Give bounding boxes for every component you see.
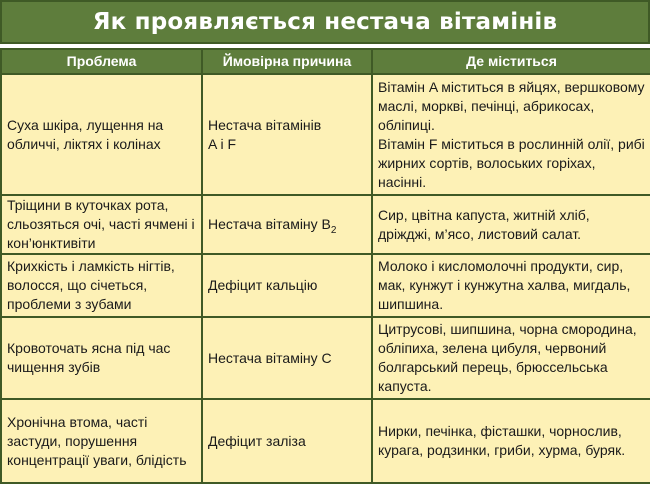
table-row xyxy=(1,195,650,254)
header-row xyxy=(1,49,650,74)
cause-cell: Дефіцит кальцію xyxy=(202,254,372,317)
cause-text: Нестача вітаміну B xyxy=(208,216,331,232)
table-row xyxy=(1,254,650,317)
source-cell: Нирки, печінка, фісташки, чорнослив, курага, родзинки, гриби, хурма, буряк. xyxy=(372,399,650,483)
vitamin-table xyxy=(0,48,650,484)
cause-cell xyxy=(202,195,372,254)
source-line: Вітамін A міститься в яйцях, вершковому маслі, моркві, печінці, абрикосах, обліпиці. xyxy=(378,78,645,133)
cause-line: Нестача вітамінів xyxy=(208,116,322,133)
header-source: Де міститься xyxy=(372,49,650,74)
problem-cell: Кровоточать ясна під час чищення зубів xyxy=(1,317,202,399)
problem-cell: Тріщини в куточках рота, сльозяться очі, часті ячмені і кон’юнктивіти xyxy=(1,195,202,254)
page-title: Як проявляється нестача вітамінів xyxy=(92,9,558,35)
cause-cell: Дефіцит заліза xyxy=(202,399,372,483)
table-row xyxy=(1,317,650,399)
source-cell: Цитрусові, шипшина, чорна смородина, обліпиха, зелена цибуля, червоний болгарський перець, брюссельська капуста. xyxy=(372,317,650,399)
table-row xyxy=(1,399,650,483)
header-cause: Ймовірна причина xyxy=(202,49,372,74)
problem-cell: Суха шкіра, лущення на обличчі, ліктях і колінах xyxy=(1,74,202,195)
table-row xyxy=(1,74,650,195)
header-problem: Проблема xyxy=(1,49,202,74)
source-line: Вітамін F міститься в рослинній олії, рибі жирних сортів, волоських горіхах, насінні. xyxy=(378,135,645,190)
source-cell: Молоко і кисломолочні продукти, сир, мак, кунжут і кунжутна халва, мигдаль, шипшина. xyxy=(372,254,650,317)
source-cell: Сир, цвітна капуста, житній хліб, дріжджі, м’ясо, листовий салат. xyxy=(372,195,650,254)
cause-subscript: 2 xyxy=(330,224,337,236)
cause-cell xyxy=(202,74,372,195)
title-bar xyxy=(0,0,650,44)
cause-line: A і F xyxy=(208,135,237,152)
cause-cell: Нестача вітаміну C xyxy=(202,317,372,399)
problem-cell: Хронічна втома, часті застуди, порушення концентрації уваги, блідість xyxy=(1,399,202,483)
source-cell xyxy=(372,74,650,195)
problem-cell: Крихкість і ламкість нігтів, волосся, що січеться, проблеми з зубами xyxy=(1,254,202,317)
